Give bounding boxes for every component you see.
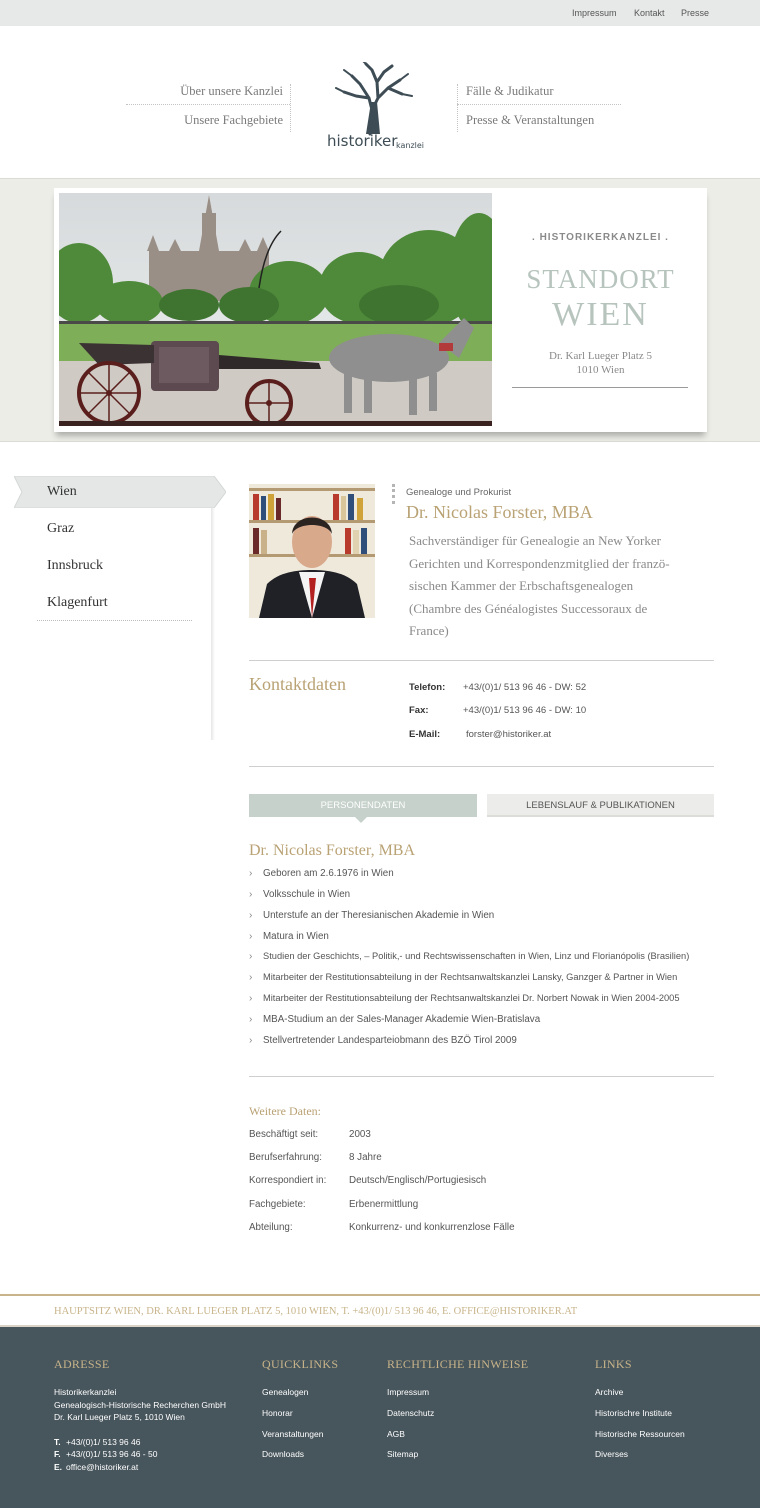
address-bar-text: HAUPTSITZ WIEN, DR. KARL LUEGER PLATZ 5, 1010 WIEN, T. +43/(0)1/ 513 96 46, E. OFFICE@HISTORIKER.AT <box>54 1306 578 1317</box>
cv-name: Dr. Nicolas Forster, MBA <box>249 842 416 859</box>
hero-title-line2: WIEN <box>552 296 649 333</box>
top-utility-bar <box>0 0 760 26</box>
hero-title-line1: STANDORT <box>526 264 675 294</box>
nav-ueber-uns[interactable]: Über unsere Kanzlei <box>180 84 283 98</box>
hero-address-line2: 1010 Wien <box>576 364 625 376</box>
chevron-right-icon: › <box>249 910 253 921</box>
contact-label-email: E-Mail: <box>409 729 441 740</box>
chevron-right-icon: › <box>249 868 253 879</box>
nav-presse-veranstaltungen[interactable]: Presse & Veranstaltungen <box>466 113 595 127</box>
topbar-link-kontakt[interactable]: Kontakt <box>634 8 665 18</box>
sidebar-item-klagenfurt[interactable]: Klagenfurt <box>47 595 108 610</box>
footer-link-impressum[interactable]: Impressum <box>387 1387 430 1397</box>
profile-bio <box>409 530 714 643</box>
section-divider <box>249 766 714 767</box>
cv-item-text: Stellvertretender Landesparteiobmann des BZÖ Tirol 2009 <box>263 1035 517 1046</box>
contact-value-email[interactable]: forster@historiker.at <box>466 729 552 740</box>
cv-item <box>249 972 677 983</box>
cv-item <box>249 1014 540 1025</box>
nav-divider <box>126 104 290 105</box>
cv-item-text: Volksschule in Wien <box>263 889 351 900</box>
weitere-value: 8 Jahre <box>349 1152 382 1163</box>
tab-lebenslauf-publikationen[interactable] <box>487 794 714 817</box>
contact-value-phone[interactable]: +43/(0)1/ 513 96 46 - DW: 52 <box>463 682 587 693</box>
contact-heading: Kontaktdaten <box>249 674 346 694</box>
logo[interactable] <box>322 62 432 154</box>
tab-personendaten[interactable] <box>249 794 477 817</box>
profile-vertical-dots <box>392 484 395 504</box>
section-divider <box>249 1076 714 1077</box>
chevron-right-icon: › <box>249 931 253 942</box>
footer-address-line: Genealogisch-Historische Recherchen GmbH <box>54 1400 226 1410</box>
nav-fachgebiete[interactable]: Unsere Fachgebiete <box>184 113 283 127</box>
logo-subword: kanzlei <box>396 141 425 150</box>
chevron-right-icon: › <box>249 889 253 900</box>
weitere-label: Korrespondiert in: <box>249 1175 327 1186</box>
footer-heading-links: LINKS <box>595 1357 632 1371</box>
footer-contact-key: T. <box>54 1437 61 1447</box>
weitere-label: Fachgebiete: <box>249 1199 306 1210</box>
chevron-right-icon: › <box>249 951 253 962</box>
profile-role: Genealoge und Prokurist <box>406 487 512 498</box>
sidebar-active-arrow-shape <box>14 476 226 508</box>
tree-logo-icon <box>322 62 432 136</box>
footer-contact-fax: +43/(0)1/ 513 96 46 - 50 <box>66 1449 158 1459</box>
cv-item-text: MBA-Studium an der Sales-Manager Akademie Wien-Bratislava <box>263 1014 541 1025</box>
sidebar-active-pointer <box>14 476 226 508</box>
profile-bio-line: Gerichten und Korrespondenzmitglied der franzö- <box>409 555 670 571</box>
hero-divider <box>512 387 688 388</box>
weitere-label: Berufserfahrung: <box>249 1152 322 1163</box>
hero-card <box>54 188 707 432</box>
portrait-image <box>249 484 375 618</box>
hero-photo-vienna-carriage <box>59 193 492 426</box>
cv-item-text: Unterstufe an der Theresianischen Akademie in Wien <box>263 910 495 921</box>
profile-bio-line: sischen Kammer der Erbschaftsgenealogen <box>409 578 634 593</box>
topbar-link-impressum[interactable]: Impressum <box>572 8 617 18</box>
footer-address-line: Dr. Karl Lueger Platz 5, 1010 Wien <box>54 1412 185 1422</box>
tab-active-caret <box>355 817 367 823</box>
cv-item <box>249 1035 517 1046</box>
cv-item <box>249 910 494 921</box>
chevron-right-icon: › <box>249 1014 253 1025</box>
sidebar-divider <box>37 620 192 621</box>
cv-item <box>249 889 350 900</box>
footer-quicklink-honorar[interactable]: Honorar <box>262 1408 293 1418</box>
chevron-right-icon: › <box>249 972 253 983</box>
cv-item-text: Studien der Geschichts, – Politik,- und Rechtswissenschaften in Wien, Linz und Florianópolis (Brasilien) <box>263 951 690 961</box>
weitere-value: Erbenermittlung <box>349 1199 419 1210</box>
cv-item <box>249 993 680 1004</box>
sidebar-item-graz[interactable]: Graz <box>47 521 75 536</box>
contact-label-fax: Fax: <box>409 705 429 716</box>
footer-quicklink-downloads[interactable]: Downloads <box>262 1449 305 1459</box>
footer-contact-key: F. <box>54 1449 61 1459</box>
contact-value-fax: +43/(0)1/ 513 96 46 - DW: 10 <box>463 705 587 716</box>
profile-photo <box>249 484 375 618</box>
chevron-right-icon: › <box>249 1035 253 1046</box>
sidebar-item-wien[interactable]: Wien <box>47 484 77 499</box>
nav-divider-vertical <box>290 84 291 132</box>
hero-address-line1: Dr. Karl Lueger Platz 5 <box>549 350 652 362</box>
sidebar-item-innsbruck[interactable]: Innsbruck <box>47 558 103 573</box>
footer-link-institute[interactable]: Historischre Institute <box>595 1408 672 1418</box>
footer-heading-adresse: ADRESSE <box>54 1357 110 1371</box>
cv-item <box>249 951 689 962</box>
footer-link-datenschutz[interactable]: Datenschutz <box>387 1408 435 1418</box>
footer-quicklink-veranstaltungen[interactable]: Veranstaltungen <box>262 1429 324 1439</box>
footer-quicklink-genealogen[interactable]: Genealogen <box>262 1387 309 1397</box>
nav-divider <box>457 104 621 105</box>
cv-item-text: Geboren am 2.6.1976 in Wien <box>263 868 394 879</box>
hero-photo-image <box>59 193 492 426</box>
footer-heading-rechtliche-hinweise: RECHTLICHE HINWEISE <box>387 1357 529 1371</box>
weitere-label: Beschäftigt seit: <box>249 1129 319 1140</box>
weitere-label: Abteilung: <box>249 1222 293 1233</box>
footer-address-line: Historikerkanzlei <box>54 1387 117 1397</box>
footer-link-archive[interactable]: Archive <box>595 1387 624 1397</box>
cv-item-text: Mitarbeiter der Restitutionsabteilung der Rechtsanwaltskanzlei Dr. Norbert Nowak in Wien 2004-2005 <box>263 993 680 1003</box>
profile-name: Dr. Nicolas Forster, MBA <box>406 502 593 522</box>
section-divider <box>249 660 714 661</box>
weitere-value: Deutsch/Englisch/Portugiesisch <box>349 1175 487 1186</box>
footer-link-sitemap[interactable]: Sitemap <box>387 1449 419 1459</box>
tab-personendaten-label: PERSONENDATEN <box>320 800 406 811</box>
logo-wordmark: historiker <box>327 132 398 150</box>
profile-bio-line: France) <box>409 623 449 638</box>
footer-heading-quicklinks: QUICKLINKS <box>262 1357 339 1371</box>
cv-item <box>249 868 394 879</box>
footer-contact-key: E. <box>54 1462 63 1472</box>
sidebar-shadow-edge <box>211 508 215 740</box>
footer-contact-email[interactable]: office@historiker.at <box>66 1462 139 1472</box>
footer-link-ressourcen[interactable]: Historische Ressourcen <box>595 1429 685 1439</box>
hero-kicker: . HISTORIKERKANZLEI . <box>532 232 669 243</box>
footer-link-diverses[interactable]: Diverses <box>595 1449 629 1459</box>
address-bar <box>0 1294 760 1327</box>
cv-item <box>249 931 329 942</box>
profile-bio-line: Sachverständiger für Genealogie an New Yorker <box>409 533 661 548</box>
cv-item-text: Matura in Wien <box>263 931 329 942</box>
chevron-right-icon: › <box>249 993 253 1004</box>
footer-contact-phone[interactable]: +43/(0)1/ 513 96 46 <box>66 1437 141 1447</box>
weitere-value: 2003 <box>349 1129 371 1140</box>
topbar-link-presse[interactable]: Presse <box>681 8 710 18</box>
profile-bio-line: (Chambre des Généalogistes Successoraux de <box>409 600 648 616</box>
tab-lebenslauf-label: LEBENSLAUF & PUBLIKATIONEN <box>526 800 675 811</box>
weitere-daten-heading: Weitere Daten: <box>249 1104 321 1118</box>
site-footer <box>0 1327 760 1508</box>
nav-faelle-judikatur[interactable]: Fälle & Judikatur <box>466 84 554 98</box>
weitere-value: Konkurrenz- und konkurrenzlose Fälle <box>349 1222 515 1233</box>
contact-label-phone: Telefon: <box>409 682 446 693</box>
footer-link-agb[interactable]: AGB <box>387 1429 405 1439</box>
nav-divider-vertical <box>457 84 458 132</box>
cv-item-text: Mitarbeiter der Restitutionsabteilung in der Rechtsanwaltskanzlei Lansky, Ganzger & Partner in Wien <box>263 972 678 982</box>
